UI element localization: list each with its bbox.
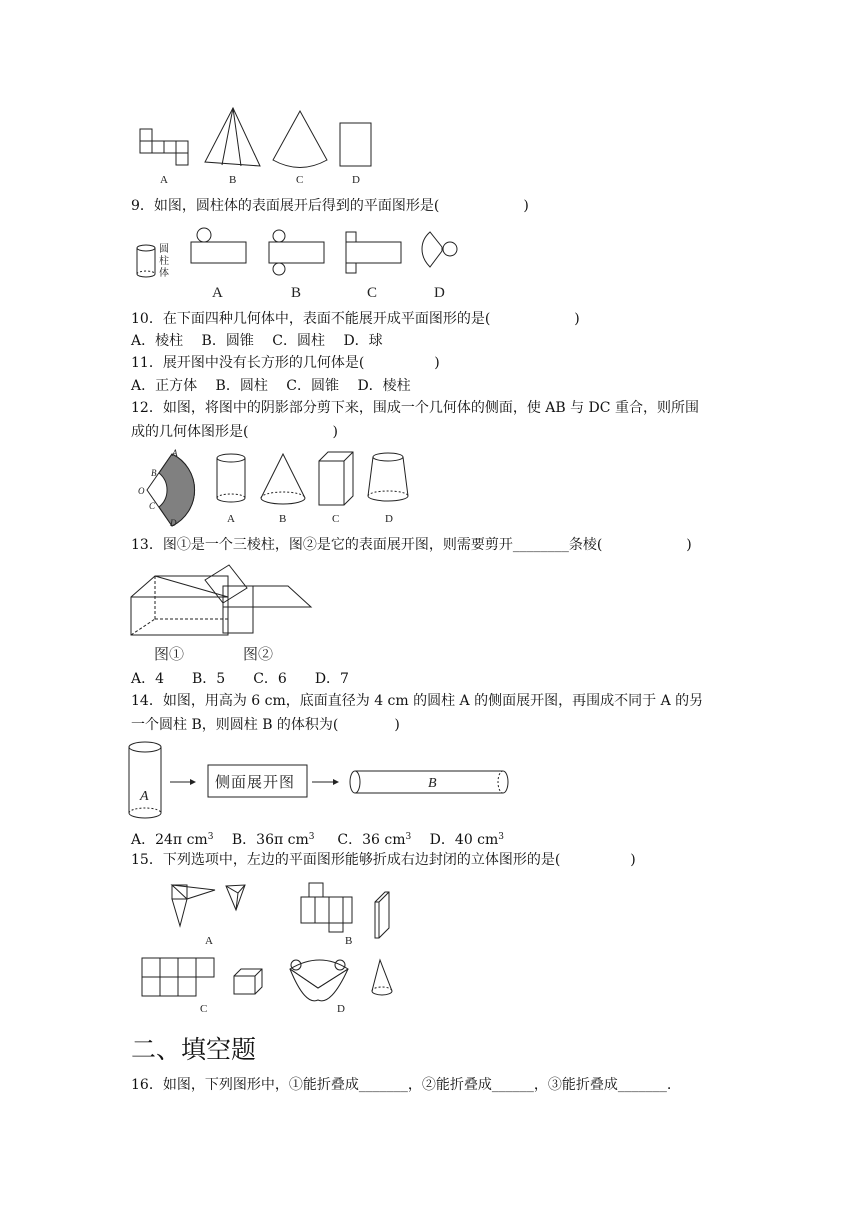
q15-label-d: D xyxy=(337,1003,345,1015)
q14-box-text: 侧面展开图 xyxy=(215,773,296,791)
q10-text: 10．在下面四种几何体中，表面不能展开成平面图形的是( ) xyxy=(131,311,580,327)
top-label-b: B xyxy=(229,174,237,186)
q13-text: 13．图①是一个三棱柱，图②是它的表面展开图，则需要剪开________条棱( ) xyxy=(131,537,692,553)
q12-sector-label-d: D xyxy=(170,518,177,528)
q14-text-line2: 一个圆柱 B，则圆柱 B 的体积为( ) xyxy=(131,717,400,733)
q9-label-a: A xyxy=(212,285,223,301)
q9-cylinder-label-3: 体 xyxy=(159,268,169,279)
q14-options xyxy=(131,828,504,849)
q11-text: 11．展开图中没有长方形的几何体是( ) xyxy=(131,355,440,371)
q9-text: 9．如图，圆柱体的表面展开后得到的平面图形是( ) xyxy=(131,198,529,214)
q12-label-c: C xyxy=(332,513,340,525)
q12-label-a: A xyxy=(227,513,235,525)
q15-text: 15．下列选项中，左边的平面图形能够折成右边封闭的立体图形的是( ) xyxy=(131,852,636,868)
q12-figure xyxy=(130,446,430,530)
q14-option-d-sup: 3 xyxy=(498,832,505,842)
q11-options: A．正方体 B．圆柱 C．圆锥 D．棱柱 xyxy=(131,378,411,394)
top-label-a: A xyxy=(160,174,168,186)
q14-text-line1: 14．如图，用高为 6 cm，底面直径为 4 cm 的圆柱 A 的侧面展开图，再围成不同于 A 的另 xyxy=(131,693,704,709)
q14-option-b-sup: 3 xyxy=(308,832,315,842)
q16-text: 16．如图，下列图形中，①能折叠成_______，②能折叠成______，③能折叠成_______. xyxy=(131,1077,672,1093)
q13-fig2-caption: 图② xyxy=(243,647,274,663)
q14-option-d: D．40 cm xyxy=(415,832,499,848)
q12-sector-label-a: A xyxy=(172,448,178,458)
top-label-c: C xyxy=(296,174,304,186)
top-label-d: D xyxy=(352,174,360,186)
q12-sector-label-b: B xyxy=(151,468,157,478)
q14-cylinder-b-label: B xyxy=(428,776,437,791)
q14-figure xyxy=(128,738,518,824)
q14-option-c: C．36 cm xyxy=(318,832,406,848)
q12-text-line1: 12．如图，将图中的阴影部分剪下来，围成一个几何体的侧面，使 AB 与 DC 重合，则所围 xyxy=(131,400,699,416)
q13-figure xyxy=(125,560,325,665)
q14-option-a: A．24π cm xyxy=(131,832,208,848)
q14-option-c-sup: 3 xyxy=(405,832,412,842)
q12-sector-label-c: C xyxy=(149,501,156,511)
q12-text-line2: 成的几何体图形是( ) xyxy=(131,424,338,440)
q15-label-c: C xyxy=(200,1003,208,1015)
q15-label-a: A xyxy=(205,935,213,947)
q9-label-d: D xyxy=(434,285,445,301)
q14-option-a-sup: 3 xyxy=(207,832,214,842)
q12-sector-label-o: O xyxy=(138,486,145,496)
q9-cylinder-label-2: 柱 xyxy=(159,256,169,267)
q13-fig1-caption: 图① xyxy=(154,647,185,663)
q10-options: A．棱柱 B．圆锥 C．圆柱 D．球 xyxy=(131,333,383,349)
q15-figure xyxy=(135,878,425,1020)
q9-cylinder-label-1: 圆 xyxy=(159,244,169,255)
q14-cylinder-a-label: A xyxy=(140,789,149,804)
q9-label-c: C xyxy=(367,285,378,301)
q9-label-b: B xyxy=(291,285,302,301)
q14-option-b: B．36π cm xyxy=(217,832,309,848)
q12-label-d: D xyxy=(385,513,393,525)
section-title: 二、填空题 xyxy=(131,1035,257,1064)
q9-figure xyxy=(130,222,470,302)
top-figure-row xyxy=(130,105,390,190)
q12-label-b: B xyxy=(279,513,287,525)
q13-options: A．4 B．5 C．6 D．7 xyxy=(131,671,349,687)
q15-label-b: B xyxy=(345,935,353,947)
